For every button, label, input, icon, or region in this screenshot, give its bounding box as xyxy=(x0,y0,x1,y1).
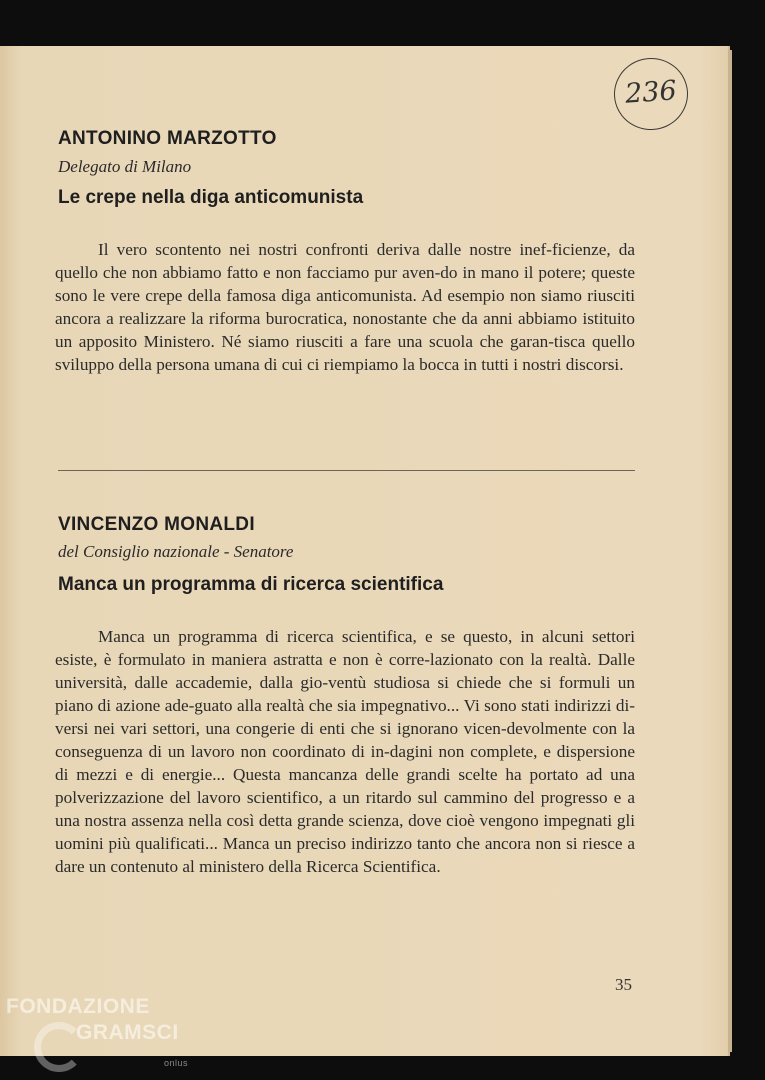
watermark xyxy=(6,994,189,1068)
watermark-suffix: onlus xyxy=(164,1058,189,1068)
author-name-2: VINCENZO MONALDI xyxy=(58,514,255,535)
section-divider xyxy=(58,470,635,471)
author-role-1: Delegato di Milano xyxy=(58,157,192,176)
author-name-1: ANTONINO MARZOTTO xyxy=(58,128,277,149)
article-title-2: Manca un programma di ricerca scientifica xyxy=(58,574,444,595)
article-title-1: Le crepe nella diga anticomunista xyxy=(58,187,364,208)
page-edge xyxy=(728,50,732,1052)
article-body-1: Il vero scontento nei nostri confronti deriva dalle nostre inef-ficienze, da quello che non abbiamo fatto e non facciamo pur aven-do in mano il potere; queste sono le vere crepe della famosa diga anticomunista. Ad esempio non siamo riusciti ancora a realizzare la riforma burocratica, nonostante che da anni abbiamo istituito un apposito Ministero. Né siamo riusciti a fare una scuola che garan-tisca quello sviluppo della persona umana di cui ci riempiamo la bocca in tutti i nostri discorsi. xyxy=(55,240,635,374)
page-number: 35 xyxy=(615,975,632,994)
watermark-line-1: FONDAZIONE xyxy=(6,995,150,1018)
article-body-2: Manca un programma di ricerca scientifica, e se questo, in alcuni settori esiste, è formulato in maniera astratta e non è corre-lazionato con la realtà. Dalle università, dalle accademie, dalla gio-ventù studiosa si chiede che si formuli un piano di azione ade-guato alla realtà che sia impegnativo... Vi sono stati indirizzi di-versi nei vari settori, una congerie di enti che si ignorano vicen-devolmente con la conseguenza di un lavoro non coordinato di in-dagini non complete, e dispersione di mezzi e di energie... Questa mancanza delle grandi scelte ha portato ad una polverizzazione del lavoro scientifico, a un ritardo sul cammino del progresso e a una nostra assenza nella così detta grande scienza, dove cioè vengono impegnati gli uomini più qualificati... Manca un preciso indirizzo tanto che ancora non si riesce a dare un contenuto al ministero della Ricerca Scientifica. xyxy=(55,627,635,876)
archive-number-stamp: 236 xyxy=(612,56,691,133)
author-role-2: del Consiglio nazionale - Senatore xyxy=(58,542,294,561)
watermark-line-2: GRAMSCI xyxy=(76,1021,179,1044)
